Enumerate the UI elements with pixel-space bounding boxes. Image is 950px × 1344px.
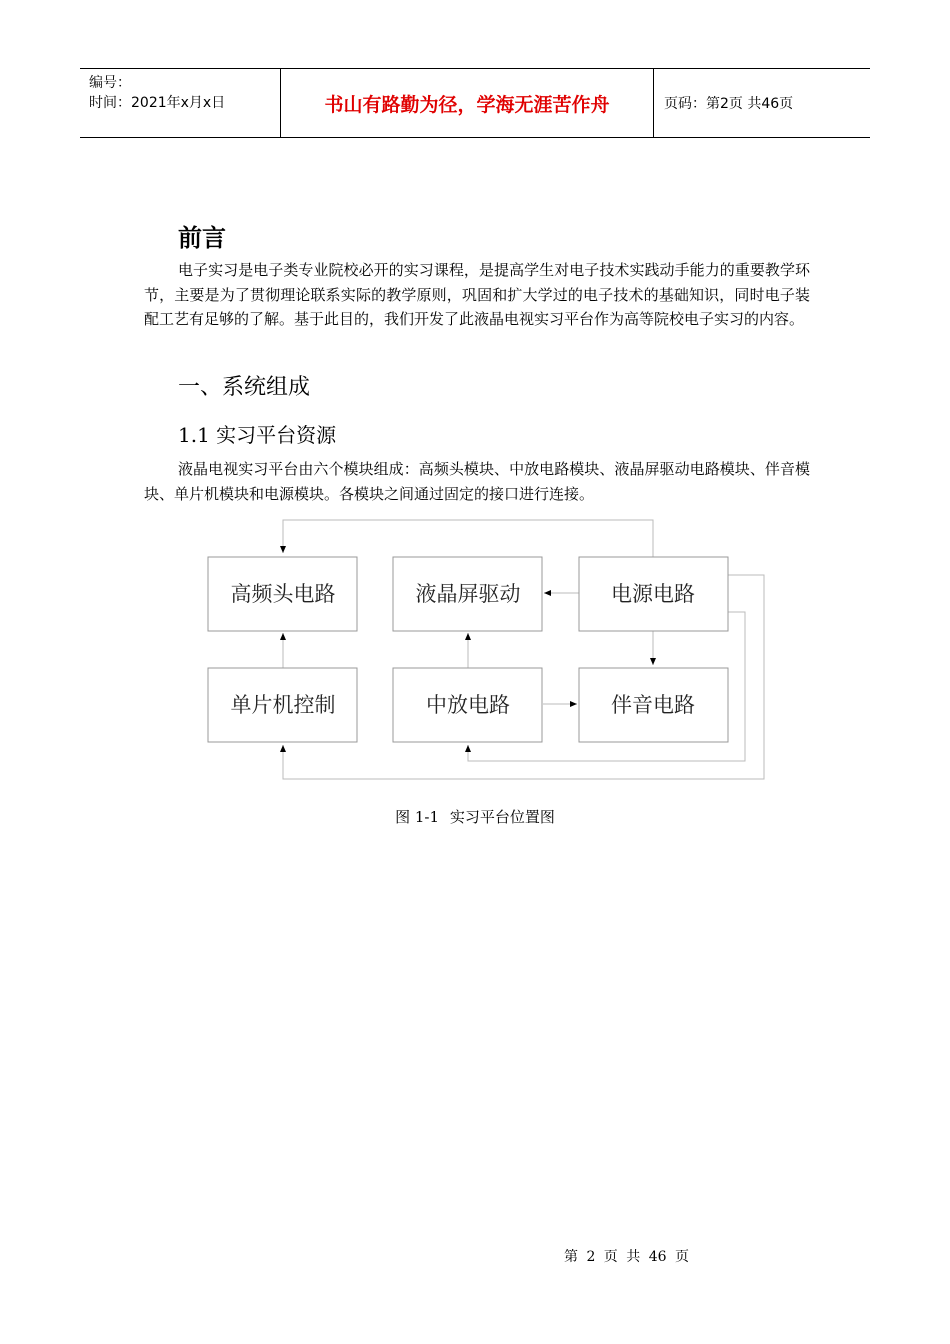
motto: 书山有路勤为径，学海无涯苦作舟 [281, 69, 654, 137]
number-label: 编号： [89, 75, 131, 91]
block-rf-label: 高频头电路 [230, 582, 336, 606]
figure-title: 实习平台位置图 [449, 808, 555, 826]
block-audio-label: 伴音电路 [611, 693, 695, 717]
page-label: 页码：第2页 共46页 [664, 96, 794, 112]
line-power-to-rf [283, 520, 653, 557]
block-if-label: 中放电路 [426, 693, 510, 717]
block-power-label: 电源电路 [611, 582, 695, 606]
heading-main: 前言 [178, 224, 226, 252]
page-footer: 第 2 页 共 46 页 [564, 1249, 689, 1265]
paragraph-modules: 液晶电视实习平台由六个模块组成：高频头模块、中放电路模块、液晶屏驱动电路模块、伴音模块、单片机模块和电源模块。各模块之间通过固定的接口进行连接。 [144, 460, 810, 503]
date-label: 时间：2021年x月x日 [89, 95, 226, 111]
heading-section: 一、系统组成 [178, 375, 311, 400]
paragraph-intro: 电子实习是电子类专业院校必开的实习课程，是提高学生对电子技术实践动手能力的重要教学环节，主要是为了贯彻理论联系实际的教学原则，巩固和扩大学过的电子技术的基础知识，同时电子装配工艺有足够的了解。基于此目的，我们开发了此液晶电视实习平台作为高等院校电子实习的内容。 [144, 261, 810, 328]
block-lcd-label: 液晶屏驱动 [415, 582, 521, 606]
figure-caption [0, 806, 950, 827]
heading-subsection: 1.1 实习平台资源 [178, 423, 337, 447]
block-mcu-label: 单片机控制 [230, 693, 336, 717]
figure-number: 图 1-1 [395, 808, 440, 826]
